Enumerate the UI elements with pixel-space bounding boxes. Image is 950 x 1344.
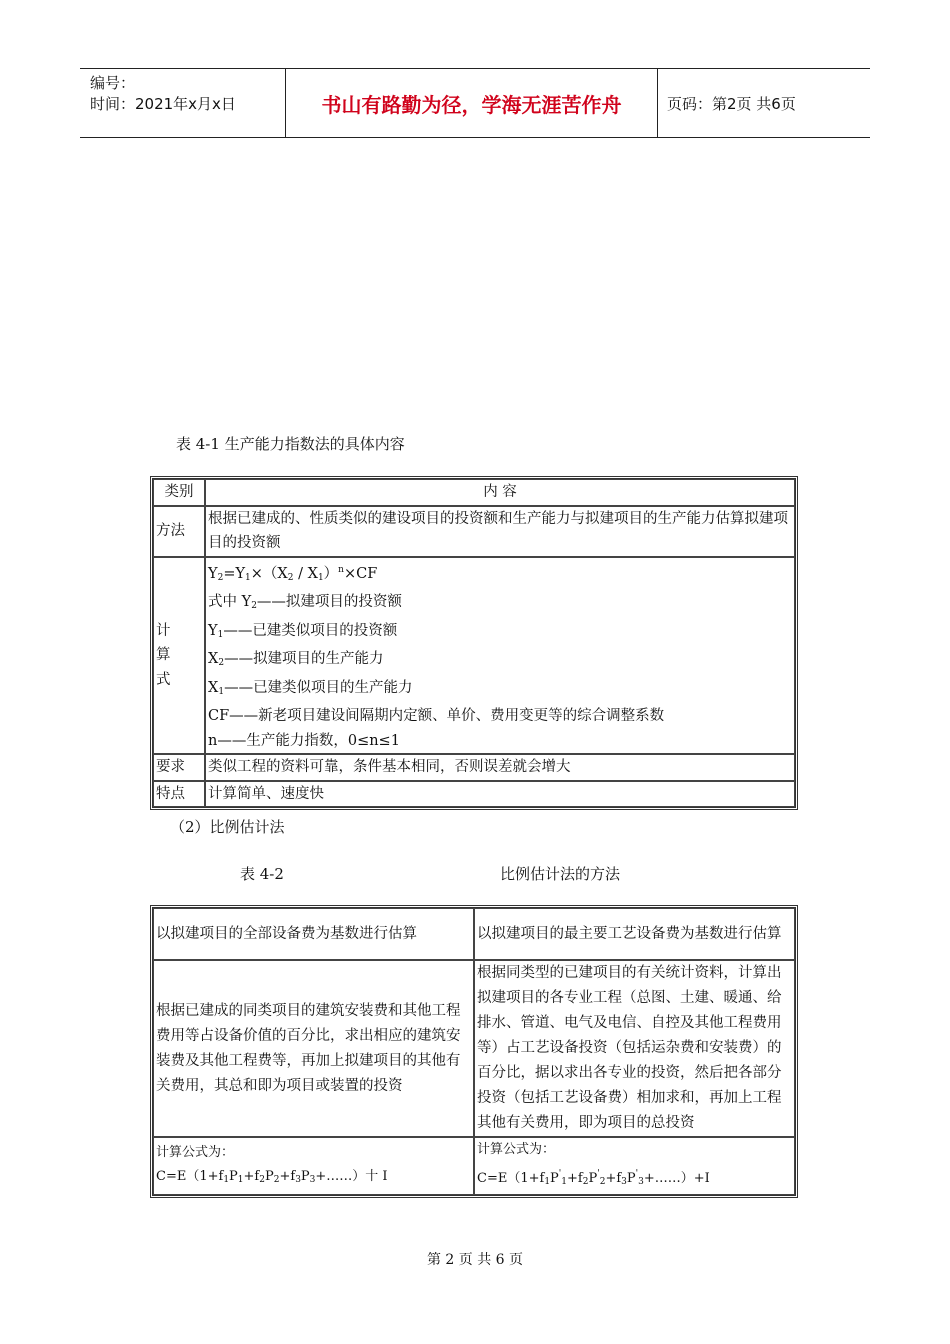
table-row — [153, 506, 795, 557]
table-row — [153, 960, 795, 1137]
table2-left-head: 以拟建项目的全部设备费为基数进行估算 — [153, 908, 474, 960]
formula-def-n: n——生产能力指数，0≤n≤1 — [208, 732, 400, 749]
right-formula-expression: $C=E(1+f_1P'_1+f_2P'_2+f_3P'_3+\dots\dots)+I$ — [477, 1169, 710, 1187]
page-header — [80, 68, 870, 138]
formula-key-char: 计 — [156, 622, 171, 639]
formula-def-y1: $Y_1——$已建类似项目的投资额 — [208, 622, 398, 640]
table2-right-body: 根据同类型的已建项目的有关统计资料，计算出拟建项目的各专业工程（总图、土建、暖通、给排水、管道、电气及电信、自控及其他工程费用等）占工艺设备投资（包括运杂费和安装费）的百分比，据以求出各专业的投资，然后把各部分投资（包括工艺设备费）相加求和，再加上工程其他有关费用，即为项目的总投资 — [474, 960, 795, 1137]
table-row — [153, 781, 795, 808]
table-row — [153, 557, 795, 755]
table-production-capacity — [150, 476, 798, 810]
table2-right-head: 以拟建项目的最主要工艺设备费为基数进行估算 — [474, 908, 795, 960]
formula-main: $Y_2=Y_1\times(X_2 / X_1)^n\times CF$ — [208, 564, 378, 583]
table1-feat-key: 特点 — [153, 781, 205, 808]
table2-left-body: 根据已建成的同类项目的建筑安装费和其他工程费用等占设备价值的百分比，求出相应的建筑安装费及其他工程费等，再加上拟建项目的其他有关费用，其总和即为项目或装置的投资 — [153, 960, 474, 1137]
formula-key-char: 式 — [156, 671, 171, 688]
table-row — [153, 1137, 795, 1195]
table2-left-formula — [153, 1137, 474, 1195]
formula-label: 计算公式为： — [156, 1144, 235, 1160]
table2-right-formula — [474, 1137, 795, 1195]
table1-feat-value: 计算简单、速度快 — [205, 781, 795, 808]
table1-caption: 表 4-1 生产能力指数法的具体内容 — [176, 435, 405, 453]
formula-label: 计算公式为： — [477, 1142, 556, 1157]
table1-method-value: 根据已建成的、性质类似的建设项目的投资额和生产能力与拟建项目的生产能力估算拟建项目的投资额 — [205, 506, 795, 557]
left-formula-expression: $C=E(1+f_1P_1+f_2P_2+f_3P_3+\dots\dots)$十 I — [156, 1168, 388, 1185]
doc-date-label: 时间：2021年x月x日 — [90, 95, 236, 113]
table2-caption-title: 比例估计法的方法 — [500, 865, 621, 883]
table-row — [153, 754, 795, 781]
header-page-info: 页码：第2页 共6页 — [667, 94, 796, 113]
table1-formula-value — [205, 557, 795, 755]
formula-key-char: 算 — [156, 647, 171, 663]
section2-title: （2）比例估计法 — [170, 818, 285, 836]
formula-def-y2: 式中 $Y_2——$拟建项目的投资额 — [208, 594, 402, 611]
table-ratio-estimation — [150, 905, 798, 1198]
table1-head-value: 内 容 — [205, 479, 795, 506]
table2-caption-number: 表 4-2 — [240, 865, 284, 883]
table-row — [153, 908, 795, 960]
formula-def-cf: CF——新老项目建设间隔期内定额、单价、费用变更等的综合调整系数 — [208, 708, 665, 724]
formula-def-x1: $X_1——$已建类似项目的生产能力 — [208, 679, 413, 697]
table1-formula-key — [153, 557, 205, 755]
table1-req-key: 要求 — [153, 754, 205, 781]
table-row — [153, 479, 795, 506]
formula-def-x2: $X_2——$拟建项目的生产能力 — [208, 651, 384, 668]
doc-number-label: 编号： — [90, 74, 136, 92]
header-meta — [80, 69, 285, 137]
table1-head-key: 类别 — [153, 479, 205, 506]
header-motto: 书山有路勤为径，学海无涯苦作舟 — [285, 69, 658, 137]
page-footer: 第 2 页 共 6 页 — [426, 1252, 524, 1268]
table1-req-value: 类似工程的资料可靠，条件基本相同，否则误差就会增大 — [205, 754, 795, 781]
table1-method-key: 方法 — [153, 506, 205, 557]
